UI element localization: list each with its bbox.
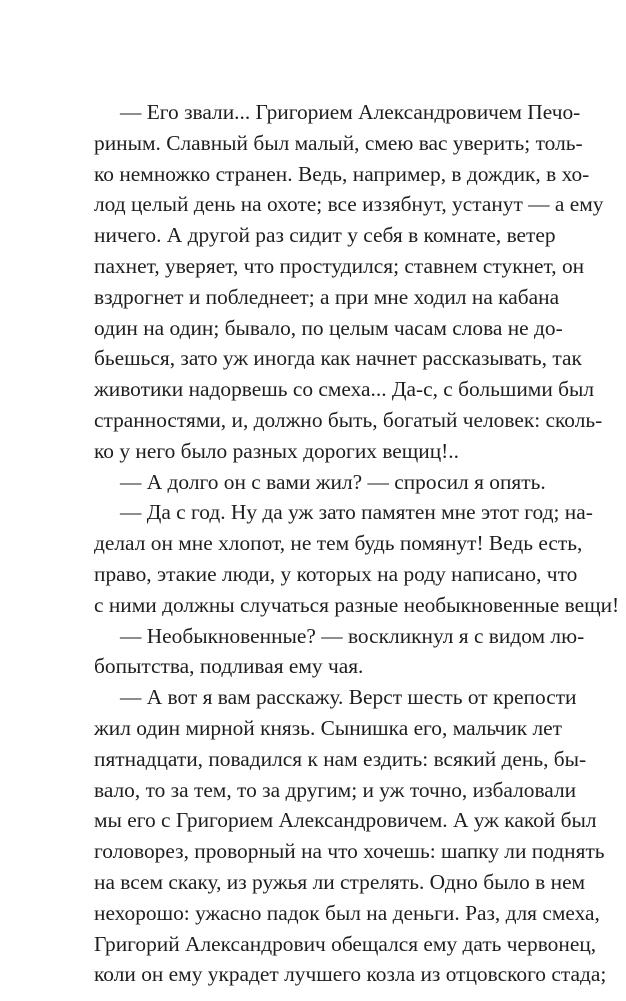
text-line: пятнадцати, повадился к нам ездить: всякий день, бы- <box>94 746 587 771</box>
text-line: пахнет, уверяет, что простудился; ставнем стукнет, он <box>94 253 585 278</box>
text-line: — Необыкновенные? — воскликнул я с видом лю- <box>120 623 585 648</box>
text-line: коли он ему украдет лучшего козла из отцовского стада; <box>94 962 607 987</box>
text-line: — Его звали... Григорием Александровичем Печо- <box>120 100 581 124</box>
text-line: животики надорвешь со смеха... Да-с, с большими был <box>94 377 595 402</box>
text-line: — А долго он с вами жил? — спросил я опять. <box>120 469 546 494</box>
text-line: риным. Славный был малый, смею вас уверить; толь- <box>94 130 583 155</box>
text-line: — Да с год. Ну да уж зато памятен мне этот год; на- <box>120 500 593 525</box>
text-line: право, этакие люди, у которых на роду написано, что <box>94 561 578 586</box>
text-line: нехорошо: ужасно падок был на деньги. Раз, для смеха, <box>94 900 600 925</box>
text-line: мы его с Григорием Александровичем. А уж какой был <box>94 808 597 833</box>
text-line: вало, то за тем, то за другим; и уж точно, избаловали <box>94 777 577 802</box>
text-line: бьешься, зато уж иногда как начнет рассказывать, так <box>94 346 582 371</box>
text-line: с ними должны случаться разные необыкновенные вещи! <box>94 592 620 617</box>
text-line: на всем скаку, из ружья ли стрелять. Одно было в нем <box>94 869 586 894</box>
text-line: лод целый день на охоте; все иззябнут, устанут — а ему <box>94 192 604 217</box>
text-line: вздрогнет и побледнеет; а при мне ходил на кабана <box>94 284 560 309</box>
text-line: жил один мирной князь. Сынишка его, мальчик лет <box>94 715 563 740</box>
text-line: бопытства, подливая ему чая. <box>94 654 364 679</box>
text-line: Григорий Александрович обещался ему дать червонец, <box>94 931 597 956</box>
text-line: ко у него было разных дорогих вещиц!.. <box>94 438 459 463</box>
text-line: один на один; бывало, по целым часам слова не до- <box>94 315 563 340</box>
text-line: делал он мне хлопот, не тем будь помянут! Ведь есть, <box>94 531 583 556</box>
text-line: ко немножко странен. Ведь, например, в дождик, в хо- <box>94 161 590 186</box>
text-line: — А вот я вам расскажу. Верст шесть от крепости <box>120 685 577 710</box>
text-line: ничего. А другой раз сидит у себя в комнате, ветер <box>94 223 556 248</box>
text-line: головорез, проворный на что хочешь: шапку ли поднять <box>94 839 605 864</box>
page-text <box>94 97 620 990</box>
text-line: странностями, и, должно быть, богатый человек: сколь- <box>94 407 603 432</box>
